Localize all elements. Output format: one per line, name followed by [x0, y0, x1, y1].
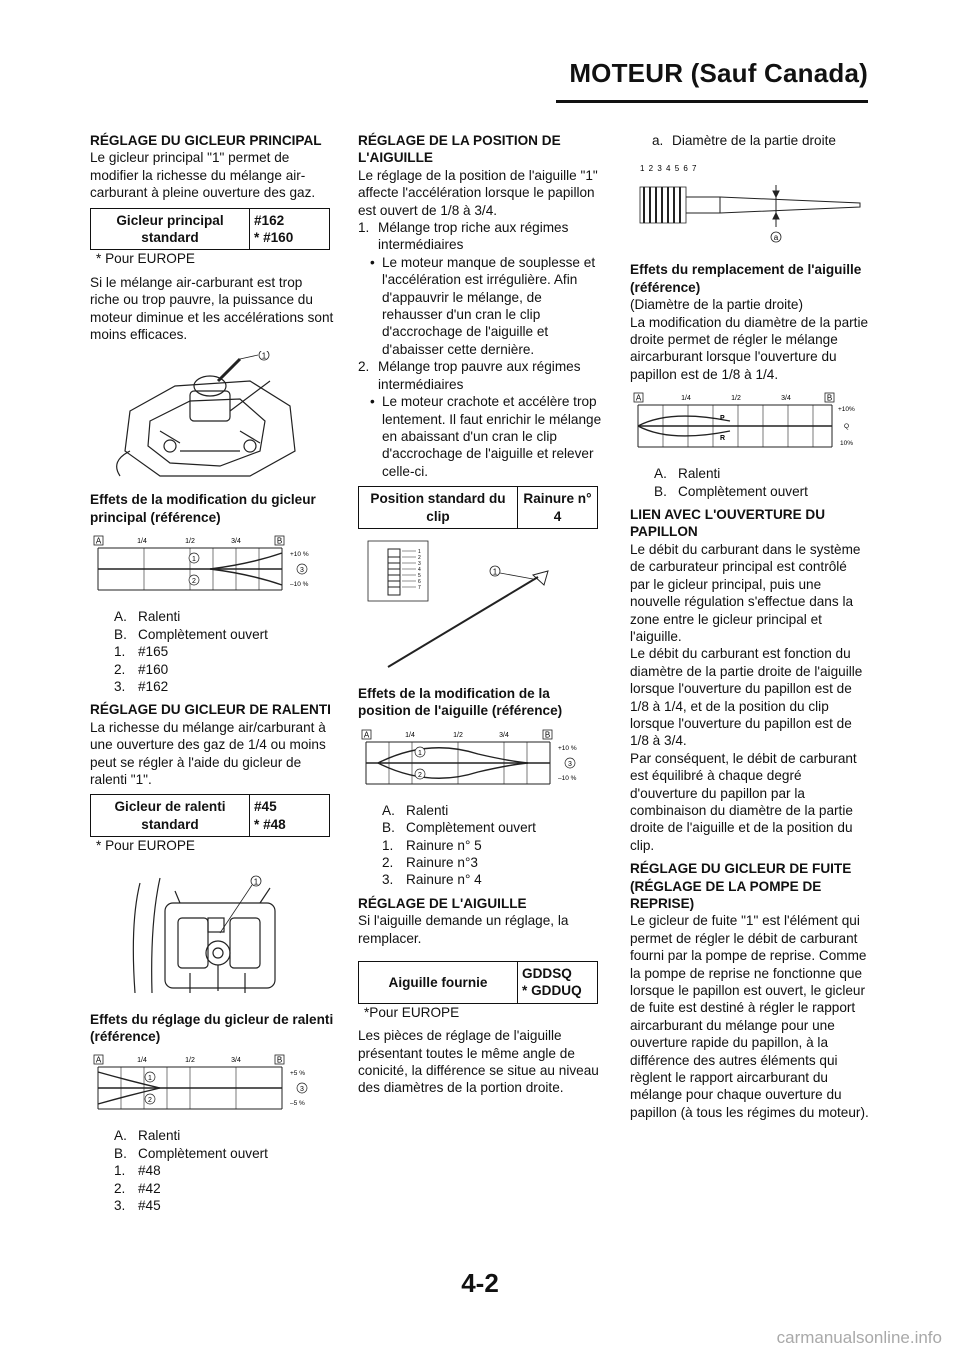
spec-value: Rainure n° 4 — [518, 487, 598, 529]
paragraph: Par conséquent, le débit de carburant est équilibré à chaque degré d'ouverture du papillon par la combinaison du diamètre de la partie droite de l'aiguille et de la position du clip. — [630, 750, 857, 853]
svg-text:7: 7 — [418, 584, 421, 591]
callout-number: 1 — [253, 877, 259, 887]
note: * Pour EUROPE — [96, 251, 195, 267]
axis-down-label: 10% — [840, 440, 854, 448]
tick-label: 3/4 — [781, 395, 791, 403]
section-title-needle-replacement: Effets du remplacement de l'aiguille (référence) — [630, 262, 862, 295]
needle-position-chart — [358, 728, 598, 794]
list-item: • Le moteur manque de souplesse et l'accélération est irrégulière. Afin d'appauvrir le mélange, de rehausser d'un cran le clip d'accrochage de l'aiguille et d'abaisser cette dernière. — [370, 254, 596, 357]
title-rule — [556, 100, 868, 103]
page-title: MOTEUR (Sauf Canada) — [569, 58, 868, 88]
figure-caption: Effets du réglage du gicleur de ralenti (référence) — [90, 1011, 334, 1044]
main-jet-chart — [90, 534, 330, 600]
chart-grid — [98, 1067, 282, 1109]
spec-table-main-jet — [90, 208, 330, 251]
svg-text:2: 2 — [418, 554, 421, 561]
axis-up-label: +10 % — [558, 744, 577, 752]
needle-figure — [358, 537, 598, 677]
needle-diameter-figure — [630, 157, 870, 253]
label-a: A — [95, 536, 102, 546]
label-b: B — [826, 393, 833, 403]
label-a: A — [95, 1055, 102, 1065]
svg-text:3: 3 — [418, 560, 421, 567]
list-item: 2. Mélange trop pauvre aux régimes intermédiaires — [358, 359, 581, 392]
list-item: 1. Mélange trop riche aux régimes intermédiaires — [358, 220, 569, 253]
axis-up-label: +10 % — [290, 551, 309, 559]
callout-number: 1 — [148, 1075, 152, 1083]
paragraph: (Diamètre de la partie droite) — [630, 297, 804, 313]
figure-legend: A. Ralenti B. Complètement ouvert 1. #48 2. #42 3. #45 — [114, 1128, 268, 1213]
spec-value: #45 * #48 — [250, 795, 330, 837]
paragraph: Le gicleur principal "1" permet de modifier la richesse du mélange air-carburant à pleine ouverture des gaz. — [90, 150, 316, 201]
paragraph: Si l'aiguille demande un réglage, la remplacer. — [358, 913, 569, 946]
callout-number: 2 — [418, 771, 422, 779]
callout-number: 2 — [192, 578, 196, 586]
pilot-jet-chart — [90, 1053, 330, 1119]
paragraph: Le débit du carburant dans le système de carburateur principal est contrôlé par le gicleur principal, puis une nouvelle régulation s'effectue dans la zone entre le gicleur principal et l'aiguille. — [630, 541, 861, 644]
callout-number: 1 — [261, 351, 267, 361]
tick-label: 1/4 — [681, 395, 691, 403]
chart-grid — [638, 405, 832, 447]
svg-text:6: 6 — [418, 578, 421, 585]
figure-legend: A. Ralenti B. Complètement ouvert 1. Rainure n° 5 2. Rainure n°3 3. Rainure n° 4 — [382, 802, 536, 888]
paragraph: Les pièces de réglage de l'aiguille présentant toutes le même angle de conicité, la différence se situe au niveau des diamètres de la portion droite. — [358, 1028, 599, 1096]
paragraph: La modification du diamètre de la partie droite permet de régler le mélange aircarburant lorsque l'ouverture du papillon est de 1/8 à 1/4. — [630, 314, 869, 382]
tick-label: 1/2 — [453, 731, 463, 739]
section-title-throttle: LIEN AVEC L'OUVERTURE DU PAPILLON — [630, 507, 826, 540]
callout-letter: a — [773, 233, 779, 243]
section-title-leak-jet: RÉGLAGE DU GICLEUR DE FUITE (RÉGLAGE DE LA POMPE DE REPRISE) — [630, 861, 852, 911]
note: * Pour EUROPE — [96, 838, 195, 854]
axis-mid-label: Q — [844, 423, 850, 431]
chart-grid — [366, 742, 550, 784]
spec-key: Gicleur principal standard — [91, 208, 250, 250]
callout-number: 2 — [148, 1097, 152, 1105]
curve-label: P — [720, 415, 725, 423]
axis-down-label: –10 % — [290, 581, 309, 589]
spec-table-pilot-jet — [90, 794, 330, 837]
spec-value: GDDSQ * GDDUQ — [518, 962, 598, 1004]
list-item: • Le moteur crachote et accélère trop lentement. Il faut enrichir le mélange en abaissant d'un cran le clip d'accrochage de l'aiguille et relever celle-ci. — [370, 394, 602, 479]
groove-numbers: 1 2 3 4 5 6 7 — [640, 164, 698, 174]
callout-number: 3 — [300, 567, 304, 575]
carburetor-main-jet-figure — [90, 351, 330, 483]
callout-number: 1 — [192, 556, 196, 564]
tick-label: 3/4 — [231, 538, 241, 546]
svg-text:4: 4 — [418, 566, 421, 573]
paragraph: Si le mélange air-carburant est trop riche ou trop pauvre, la puissance du moteur diminue et les accélérations sont moins efficaces. — [90, 274, 334, 343]
callout-number: 3 — [568, 760, 572, 768]
carburetor-pilot-jet-figure — [90, 863, 330, 1003]
figure-legend: a. Diamètre de la partie droite — [652, 133, 836, 148]
leader-line — [240, 355, 258, 359]
label-b: B — [276, 1055, 283, 1065]
callout-number: 1 — [492, 567, 498, 577]
spec-key: Position standard du clip — [359, 487, 518, 529]
curve-label: R — [720, 435, 726, 443]
note: *Pour EUROPE — [364, 1004, 460, 1020]
tick-label: 1/4 — [137, 1057, 147, 1065]
chart-grid — [98, 548, 282, 590]
axis-down-label: –5 % — [290, 1100, 305, 1108]
tick-label: 1/2 — [731, 395, 741, 403]
watermark: carmanualsonline.info — [776, 1328, 942, 1347]
axis-down-label: –10 % — [558, 774, 577, 782]
tick-label: 3/4 — [231, 1057, 241, 1065]
figure-caption: Effets de la modification du gicleur principal (référence) — [90, 492, 316, 525]
axis-up-label: +10% — [838, 406, 855, 414]
callout-number: 3 — [300, 1086, 304, 1094]
section-title-needle: RÉGLAGE DE L'AIGUILLE — [358, 895, 527, 911]
paragraph: Le gicleur de fuite "1" est l'élément qui permet de régler le débit de carburant fourni par la pompe de reprise. Comme la pompe de reprise ne fonctionne que lorsque le papillon est ouvert, le gicleur de fuite est destiné à régler le rapport aircarburant du mélange pour une ouverture rapide du papillon, à la différence des autres éléments qui règlent le rapport aircarburant du mélange pour chaque ouverture du papillon (à tous les régimes du moteur). — [630, 913, 869, 1120]
label-b: B — [544, 730, 551, 740]
spec-table-needle — [358, 961, 598, 1004]
spec-value: #162 * #160 — [250, 208, 330, 250]
page-number: 4-2 — [461, 1268, 499, 1298]
spec-table-clip-position — [358, 486, 598, 529]
figure-legend: A. Ralenti B. Complètement ouvert 1. #165 2. #160 3. #162 — [114, 609, 268, 694]
column-1 — [90, 132, 334, 1214]
paragraph: Le réglage de la position de l'aiguille "1" affecte l'accélération lorsque le papillon est ouvert de 1/8 à 3/4. — [358, 167, 598, 218]
label-a: A — [635, 393, 642, 403]
tick-label: 1/4 — [137, 538, 147, 546]
figure-caption: Effets de la modification de la position de l'aiguille (référence) — [358, 685, 563, 719]
tick-label: 1/2 — [185, 1057, 195, 1065]
section-title-main-jet: RÉGLAGE DU GICLEUR PRINCIPAL — [90, 133, 322, 148]
label-b: B — [276, 536, 283, 546]
column-3 — [630, 132, 870, 1121]
paragraph: Le débit du carburant est fonction du diamètre de la partie droite de l'aiguille lorsque l'ouverture du papillon est de 1/8 à 1/4, et de la position du clip lorsque l'ouverture du papillon est de 1/8 à 3/4. — [630, 646, 863, 749]
tick-label: 3/4 — [499, 731, 509, 739]
label-a: A — [363, 730, 370, 740]
needle-notch-labels — [418, 549, 421, 591]
section-title-pilot-jet: RÉGLAGE DU GICLEUR DE RALENTI — [90, 702, 331, 718]
needle-diameter-chart — [630, 391, 870, 457]
spec-key: Gicleur de ralenti standard — [91, 795, 250, 837]
section-title-needle-position: RÉGLAGE DE LA POSITION DE L'AIGUILLE — [358, 133, 561, 166]
tick-label: 1/2 — [185, 538, 195, 546]
figure-legend: A. Ralenti B. Complètement ouvert — [654, 466, 808, 499]
axis-up-label: +5 % — [290, 1070, 305, 1078]
callout-number: 1 — [418, 749, 422, 757]
svg-text:5: 5 — [418, 572, 421, 579]
paragraph: La richesse du mélange air/carburant à une ouverture des gaz de 1/4 ou moins peut se régler à l'aide du gicleur de ralenti "1". — [90, 719, 326, 787]
column-2 — [358, 132, 602, 1097]
svg-text:1: 1 — [418, 548, 421, 555]
tick-label: 1/4 — [405, 731, 415, 739]
spec-key: Aiguille fournie — [359, 962, 518, 1004]
